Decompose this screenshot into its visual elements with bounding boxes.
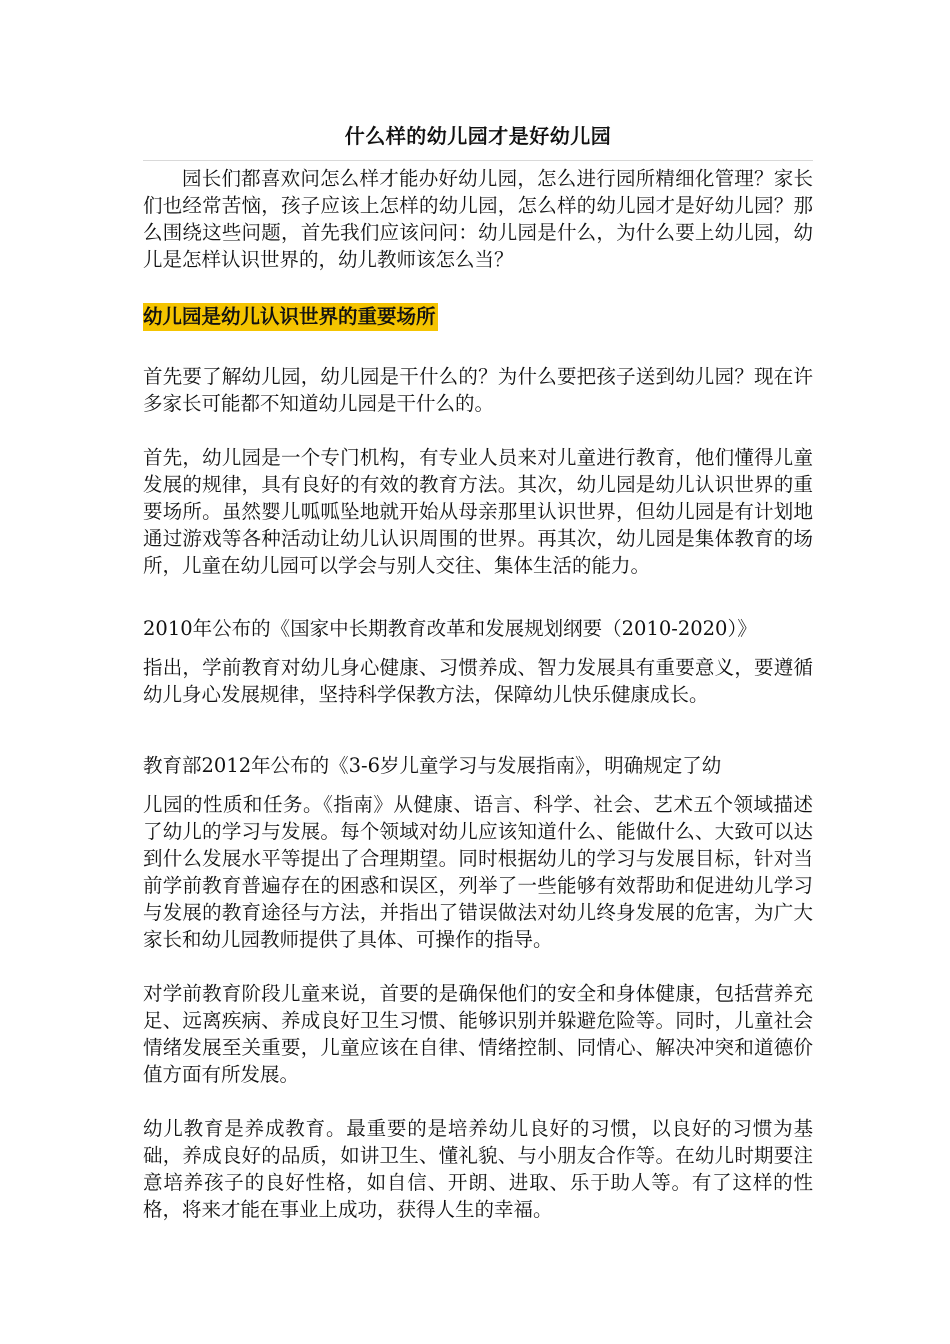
paragraph-1: 首先要了解幼儿园，幼儿园是干什么的？为什么要把孩子送到幼儿园？现在许多家长可能都不知道幼儿园是干什么的。 [143,365,813,415]
paragraph-7: 对学前教育阶段儿童来说，首要的是确保他们的安全和身体健康，包括营养充足、远离疾病、养成良好卫生习惯、能够识别并躲避危险等。同时，儿童社会情绪发展至关重要，儿童应该在自律、情绪控制、同情心、解决冲突和道德价值方面有所发展。 [143,982,813,1086]
section-heading: 幼儿园是幼儿认识世界的重要场所 [143,303,438,331]
paragraph-8: 幼儿教育是养成教育。最重要的是培养幼儿良好的习惯，以良好的习惯为基础，养成良好的品质，如讲卫生、懂礼貌、与小朋友合作等。在幼儿时期要注意培养孩子的良好性格，如自信、开朗、进取、乐于助人等。有了这样的性格，将来才能在事业上成功，获得人生的幸福。 [143,1117,813,1221]
paragraph-3: 2010年公布的《国家中长期教育改革和发展规划纲要（2010-2020）》 [143,617,757,640]
paragraph-2: 首先，幼儿园是一个专门机构，有专业人员来对儿童进行教育，他们懂得儿童发展的规律，具有良好的有效的教育方法。其次，幼儿园是幼儿认识世界的重要场所。虽然婴儿呱呱坠地就开始从母亲那里认识世界，但幼儿园是有计划地通过游戏等各种活动让幼儿认识周围的世界。再其次，幼儿园是集体教育的场所，儿童在幼儿园可以学会与别人交往、集体生活的能力。 [143,446,813,577]
paragraph-6: 儿园的性质和任务。《指南》从健康、语言、科学、社会、艺术五个领域描述了幼儿的学习与发展。每个领域对幼儿应该知道什么、能做什么、大致可以达到什么发展水平等提出了合理期望。同时根据幼儿的学习与发展目标，针对当前学前教育普遍存在的困惑和误区，列举了一些能够有效帮助和促进幼儿学习与发展的教育途径与方法，并指出了错误做法对幼儿终身发展的危害，为广大家长和幼儿园教师提供了具体、可操作的指导。 [143,793,813,951]
document-page [143,118,813,1223]
document-title: 什么样的幼儿园才是好幼儿园 [344,124,612,148]
paragraph-5: 教育部2012年公布的《3-6岁儿童学习与发展指南》，明确规定了幼 [143,754,722,777]
section-heading-wrap [143,303,813,333]
intro-paragraph: 园长们都喜欢问怎么样才能办好幼儿园，怎么进行园所精细化管理？家长们也经常苦恼，孩子应该上怎样的幼儿园，怎么样的幼儿园才是好幼儿园？那么围绕这些问题，首先我们应该问问：幼儿园是什么，为什么要上幼儿园，幼儿是怎样认识世界的，幼儿教师该怎么当？ [143,167,813,271]
title-divider [143,160,813,161]
paragraph-4: 指出，学前教育对幼儿身心健康、习惯养成、智力发展具有重要意义，要遵循幼儿身心发展规律，坚持科学保教方法，保障幼儿快乐健康成长。 [143,656,813,706]
